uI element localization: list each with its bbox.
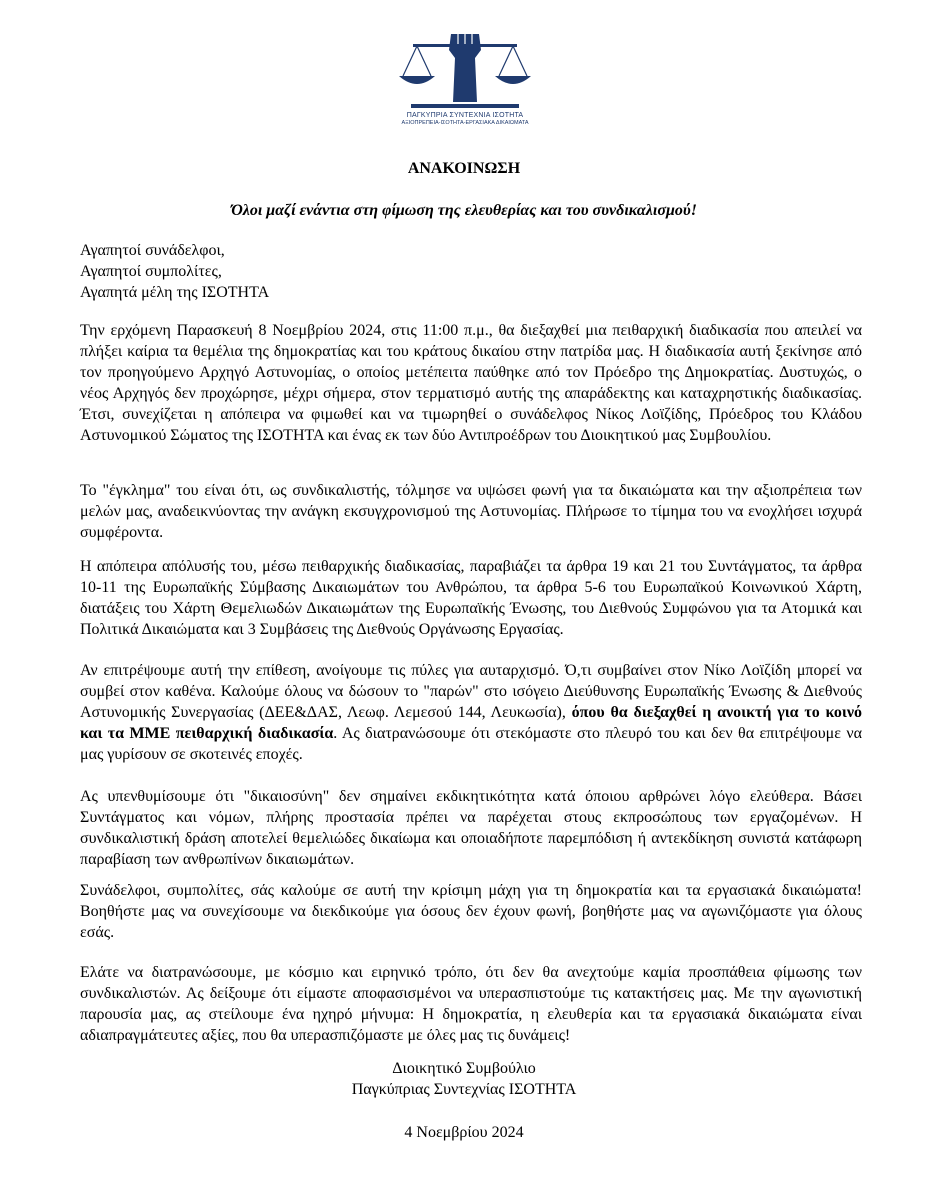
- paragraph-3: Η απόπειρα απόλυσής του, μέσω πειθαρχικής διαδικασίας, παραβιάζει τα άρθρα 19 και 21 του Συντάγματος, τα άρθρα 10-11 της Ευρωπαϊκής Σύμβασης Δικαιωμάτων του Ανθρώπου, τα άρθρα 5-6 του Ευρωπαϊκού Κοινωνικού Χάρτη, διατάξεις του Χάρτη Θεμελιωδών Δικαιωμάτων της Ευρωπαϊκής Ένωσης, του Διεθνούς Συμφώνου για τα Ατομικά και Πολιτικά Δικαιώματα και 3 Συμβάσεις της Διεθνούς Οργάνωσης Εργασίας.: [80, 558, 862, 638]
- paragraph-6: Συνάδελφοι, συμπολίτες, σάς καλούμε σε αυτή την κρίσιμη μάχη για τη δημοκρατία και τα εργασιακά δικαιώματα! Βοηθήστε μας να συνεχίσουμε να διεκδικούμε για όσους δεν έχουν φωνή, βοηθήστε μας να αγωνιζόμαστε για όλους εσάς.: [80, 882, 862, 941]
- greeting-line: Αγαπητά μέλη της ΙΣΟΤΗΤΑ: [80, 284, 270, 301]
- greeting-line: Αγαπητοί συνάδελφοι,: [80, 242, 225, 259]
- paragraph-1: Την ερχόμενη Παρασκευή 8 Νοεμβρίου 2024, στις 11:00 π.μ., θα διεξαχθεί μια πειθαρχική διαδικασία που απειλεί να πλήξει καίρια τα θεμέλια της δημοκρατίας και του κράτους δικαίου στην πατρίδα μας. Η διαδικασία αυτή ξεκίνησε από τον προηγούμενο Αρχηγό Αστυνομίας, ο οποίος μετέπειτα παύθηκε από τον Πρόεδρο της Δημοκρατίας. Δυστυχώς, ο νέος Αρχηγός δεν προχώρησε, μέχρι σήμερα, στον τερματισμό αυτής της απαράδεκτης και καταχρηστικής διαδικασίας. Έτσι, συνεχίζεται η απόπειρα να φιμωθεί και να τιμωρηθεί ο συνάδελφος Νίκος Λοϊζίδης, Πρόεδρος του Κλάδου Αστυνομικού Σώματος της ΙΣΟΤΗΤΑ και ένας εκ των δύο Αντιπροέδρων του Διοικητικού μας Συμβουλίου.: [80, 322, 862, 444]
- announcement-title: ΑΝΑΚΟΙΝΩΣΗ: [407, 160, 521, 177]
- paragraph-4-text: Αν επιτρέψουμε αυτή την επίθεση, ανοίγουμε τις πύλες για αυταρχισμό. Ό,τι συμβαίνει στον Νίκο Λοϊζίδη μπορεί να συμβεί στον καθένα. Καλούμε όλους να δώσουν το "παρών" στο ισόγειο Διεύθυνσης Ευρωπαϊκής Ένωσης & Διεθνούς Αστυνομικής Συνεργασίας (ΔΕΕ&ΔΑΣ, Λεωφ. Λεμεσού 144, Λευκωσία),: [80, 662, 862, 721]
- logo-motto: ΑΞΙΟΠΡΕΠΕΙΑ-ΙΣΟΤΗΤΑ-ΕΡΓΑΣΙΑΚΑ ΔΙΚΑΙΩΜΑΤΑ: [401, 120, 529, 126]
- paragraph-4: [80, 660, 862, 765]
- paragraph-2: Το "έγκλημα" του είναι ότι, ως συνδικαλιστής, τόλμησε να υψώσει φωνή για τα δικαιώματα και την αξιοπρέπεια των μελών μας, αναδεικνύοντας την ανάγκη εκσυγχρονισμού της Αστυνομίας. Πλήρωσε το τίμημα του να ενοχλήσει ισχυρά συμφέροντα.: [80, 482, 862, 541]
- logo-union-name: ΠΑΓΚΥΠΡΙΑ ΣΥΝΤΕΧΝΙΑ ΙΣΟΤΗΤΑ: [406, 112, 524, 119]
- greeting-line: Αγαπητοί συμπολίτες,: [80, 263, 222, 280]
- greeting-block: [80, 240, 860, 303]
- paragraph-4-highlight: όπου θα διεξαχθεί η ανοικτή για το κοινό και τα ΜΜΕ πειθαρχική διαδικασία: [80, 704, 863, 742]
- scales-fist-icon: [395, 28, 535, 110]
- signature-line-2: Παγκύπριας Συντεχνίας ΙΣΟΤΗΤΑ: [351, 1081, 577, 1098]
- announcement-subtitle: Όλοι μαζί ενάντια στη φίμωση της ελευθερίας και του συνδικαλισμού!: [231, 202, 697, 219]
- paragraph-7: Ελάτε να διατρανώσουμε, με κόσμιο και ειρηνικό τρόπο, ότι δεν θα ανεχτούμε καμία προσπάθεια φίμωσης των συνδικαλιστών. Ας δείξουμε ότι είμαστε αποφασισμένοι να υπερασπιστούμε τις κατακτήσεις μας. Με την αγωνιστική παρουσία μας, ας στείλουμε ένα ηχηρό μήνυμα: Η δημοκρατία, η ελευθερία και τα εργασιακά δικαιώματα είναι αδιαπραγμάτευτες αξίες, που θα υπερασπιζόμαστε με όλες μας τις δυνάμεις!: [80, 964, 862, 1044]
- paragraph-5: Ας υπενθυμίσουμε ότι "δικαιοσύνη" δεν σημαίνει εκδικητικότητα κατά όποιου αρθρώνει λόγο ελεύθερα. Βάσει Συντάγματος και νόμων, πλήρης προστασία πρέπει να παρέχεται στους εκπροσώπους των εργαζομένων. Η συνδικαλιστική δράση αποτελεί θεμελιώδες δικαίωμα και οποιαδήποτε παρεμπόδιση ή αντεκδίκηση συνιστά κατάφωρη παραβίαση των ανθρωπίνων δικαιωμάτων.: [80, 788, 862, 868]
- paragraph-4-text-end: . Ας διατρανώσουμε ότι στεκόμαστε στο πλευρό του και δεν θα επιτρέψουμε να μας γυρίσουν σε σκοτεινές εποχές.: [80, 725, 862, 763]
- announcement-date: 4 Νοεμβρίου 2024: [404, 1124, 524, 1141]
- signature-line-1: Διοικητικό Συμβούλιο: [392, 1060, 536, 1077]
- union-logo: [390, 28, 540, 136]
- signature-block: [0, 1058, 928, 1100]
